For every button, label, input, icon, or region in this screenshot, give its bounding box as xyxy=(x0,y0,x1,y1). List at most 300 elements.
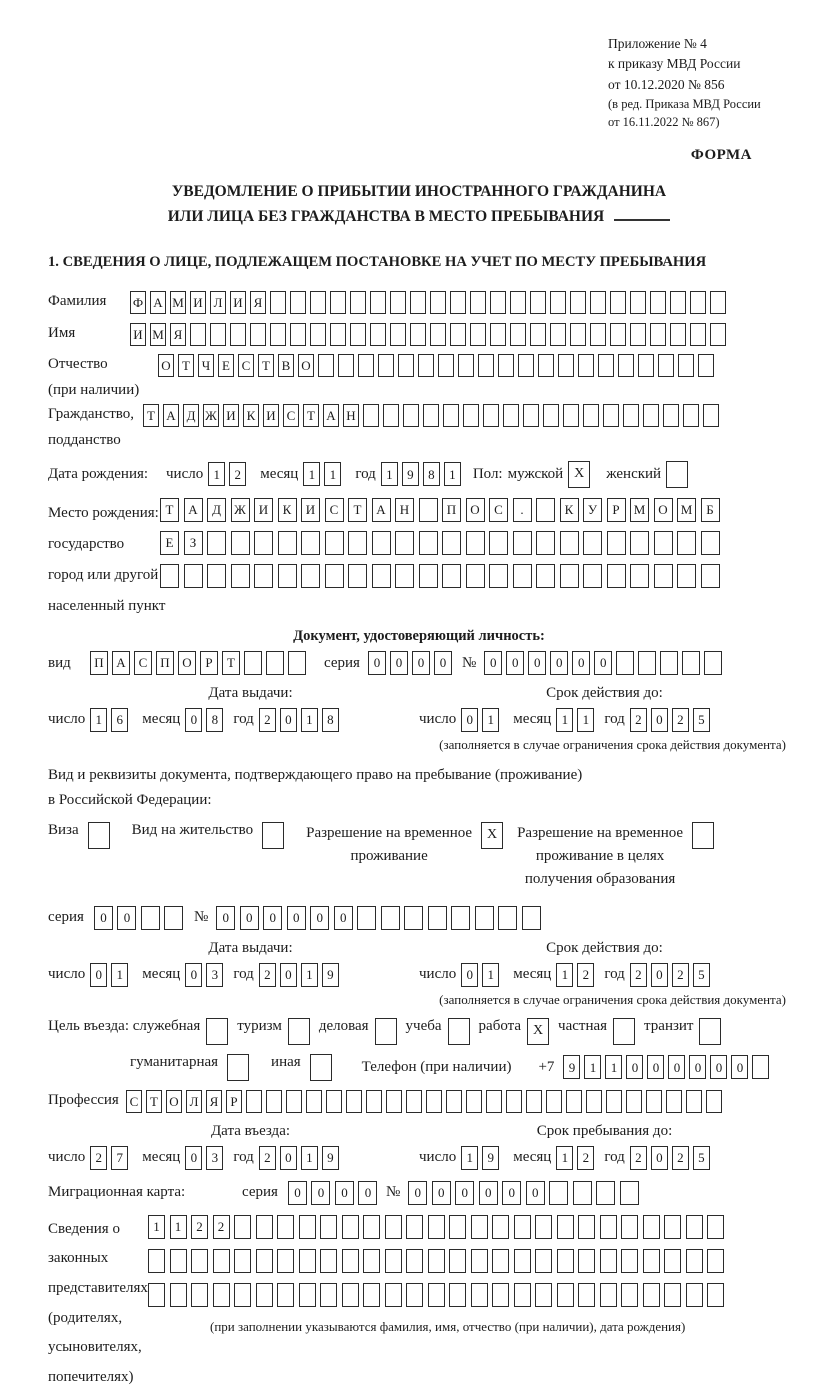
char-cell[interactable] xyxy=(350,291,366,314)
char-cell[interactable]: 2 xyxy=(630,963,647,987)
char-cell[interactable] xyxy=(686,1249,703,1273)
char-cell[interactable] xyxy=(299,1215,316,1239)
char-cell[interactable] xyxy=(363,1283,380,1307)
char-cell[interactable] xyxy=(395,531,414,555)
char-cell[interactable]: 0 xyxy=(572,651,590,675)
char-cell[interactable] xyxy=(557,1283,574,1307)
char-cell[interactable]: 2 xyxy=(191,1215,208,1239)
issue-year-cells[interactable] xyxy=(259,708,343,732)
char-cell[interactable] xyxy=(446,1090,462,1113)
char-cell[interactable] xyxy=(558,354,574,377)
char-cell[interactable] xyxy=(381,906,400,930)
char-cell[interactable] xyxy=(630,531,649,555)
char-cell[interactable]: О xyxy=(158,354,174,377)
char-cell[interactable] xyxy=(325,531,344,555)
char-cell[interactable] xyxy=(383,404,399,427)
char-cell[interactable]: И xyxy=(230,291,246,314)
char-cell[interactable] xyxy=(550,291,566,314)
char-cell[interactable] xyxy=(306,1090,322,1113)
char-cell[interactable] xyxy=(299,1249,316,1273)
char-cell[interactable] xyxy=(607,564,626,588)
char-cell[interactable]: 9 xyxy=(563,1055,580,1079)
char-cell[interactable] xyxy=(514,1249,531,1273)
char-cell[interactable] xyxy=(443,404,459,427)
char-cell[interactable] xyxy=(348,531,367,555)
char-cell[interactable] xyxy=(654,531,673,555)
birth-month-cells[interactable] xyxy=(303,462,345,486)
char-cell[interactable] xyxy=(503,404,519,427)
char-cell[interactable] xyxy=(463,404,479,427)
char-cell[interactable]: Б xyxy=(701,498,720,522)
char-cell[interactable] xyxy=(342,1283,359,1307)
char-cell[interactable] xyxy=(438,354,454,377)
char-cell[interactable]: И xyxy=(190,291,206,314)
char-cell[interactable]: 0 xyxy=(117,906,136,930)
char-cell[interactable]: А xyxy=(372,498,391,522)
char-cell[interactable]: 0 xyxy=(434,651,452,675)
char-cell[interactable] xyxy=(466,564,485,588)
char-cell[interactable] xyxy=(395,564,414,588)
char-cell[interactable] xyxy=(423,404,439,427)
char-cell[interactable] xyxy=(270,291,286,314)
char-cell[interactable] xyxy=(471,1283,488,1307)
char-cell[interactable] xyxy=(664,1283,681,1307)
char-cell[interactable] xyxy=(621,1283,638,1307)
char-cell[interactable]: 1 xyxy=(605,1055,622,1079)
char-cell[interactable] xyxy=(621,1249,638,1273)
char-cell[interactable] xyxy=(535,1283,552,1307)
char-cell[interactable] xyxy=(630,323,646,346)
char-cell[interactable] xyxy=(449,1249,466,1273)
char-cell[interactable] xyxy=(301,531,320,555)
char-cell[interactable]: 0 xyxy=(479,1181,498,1205)
char-cell[interactable]: 1 xyxy=(301,1146,318,1170)
sex-male-checkbox[interactable]: X xyxy=(568,461,590,488)
char-cell[interactable] xyxy=(213,1283,230,1307)
char-cell[interactable] xyxy=(419,531,438,555)
char-cell[interactable]: Ж xyxy=(231,498,250,522)
char-cell[interactable] xyxy=(428,906,447,930)
char-cell[interactable] xyxy=(677,531,696,555)
char-cell[interactable]: Я xyxy=(206,1090,222,1113)
char-cell[interactable] xyxy=(404,906,423,930)
char-cell[interactable] xyxy=(191,1249,208,1273)
birth-place-cells-row3[interactable] xyxy=(160,564,724,588)
char-cell[interactable] xyxy=(638,354,654,377)
char-cell[interactable] xyxy=(489,564,508,588)
temp-residence-checkbox[interactable]: X xyxy=(481,822,503,849)
char-cell[interactable] xyxy=(372,531,391,555)
char-cell[interactable] xyxy=(290,323,306,346)
char-cell[interactable] xyxy=(573,1181,592,1205)
char-cell[interactable] xyxy=(348,564,367,588)
char-cell[interactable] xyxy=(518,354,534,377)
char-cell[interactable] xyxy=(570,323,586,346)
char-cell[interactable] xyxy=(600,1215,617,1239)
char-cell[interactable] xyxy=(704,651,722,675)
char-cell[interactable]: 2 xyxy=(259,1146,276,1170)
char-cell[interactable] xyxy=(230,323,246,346)
char-cell[interactable] xyxy=(326,1090,342,1113)
rvp-series-cells[interactable] xyxy=(94,906,188,930)
char-cell[interactable] xyxy=(372,564,391,588)
char-cell[interactable] xyxy=(330,291,346,314)
char-cell[interactable] xyxy=(650,323,666,346)
char-cell[interactable] xyxy=(338,354,354,377)
char-cell[interactable] xyxy=(370,323,386,346)
char-cell[interactable] xyxy=(606,1090,622,1113)
char-cell[interactable]: О xyxy=(298,354,314,377)
char-cell[interactable]: Н xyxy=(395,498,414,522)
char-cell[interactable] xyxy=(231,564,250,588)
char-cell[interactable] xyxy=(250,323,266,346)
char-cell[interactable] xyxy=(184,564,203,588)
char-cell[interactable] xyxy=(310,291,326,314)
char-cell[interactable] xyxy=(646,1090,662,1113)
char-cell[interactable] xyxy=(191,1283,208,1307)
char-cell[interactable] xyxy=(358,354,374,377)
char-cell[interactable]: 9 xyxy=(482,1146,499,1170)
char-cell[interactable] xyxy=(586,1090,602,1113)
char-cell[interactable]: 2 xyxy=(672,963,689,987)
stay-day-cells[interactable] xyxy=(461,1146,503,1170)
char-cell[interactable] xyxy=(522,906,541,930)
rvp-issue-day-cells[interactable] xyxy=(90,963,132,987)
char-cell[interactable]: Д xyxy=(183,404,199,427)
char-cell[interactable] xyxy=(370,291,386,314)
char-cell[interactable] xyxy=(600,1283,617,1307)
char-cell[interactable] xyxy=(299,1283,316,1307)
char-cell[interactable] xyxy=(682,651,700,675)
char-cell[interactable]: 0 xyxy=(368,651,386,675)
char-cell[interactable]: 1 xyxy=(482,963,499,987)
char-cell[interactable]: 7 xyxy=(111,1146,128,1170)
char-cell[interactable] xyxy=(578,1283,595,1307)
title-blank-line[interactable] xyxy=(614,219,670,221)
char-cell[interactable] xyxy=(683,404,699,427)
char-cell[interactable] xyxy=(449,1215,466,1239)
char-cell[interactable] xyxy=(663,404,679,427)
char-cell[interactable] xyxy=(701,531,720,555)
char-cell[interactable] xyxy=(277,1249,294,1273)
char-cell[interactable]: И xyxy=(254,498,273,522)
char-cell[interactable] xyxy=(466,1090,482,1113)
char-cell[interactable] xyxy=(363,404,379,427)
char-cell[interactable]: 2 xyxy=(259,708,276,732)
valid-month-cells[interactable] xyxy=(556,708,598,732)
char-cell[interactable]: Ф xyxy=(130,291,146,314)
char-cell[interactable] xyxy=(506,1090,522,1113)
char-cell[interactable] xyxy=(301,564,320,588)
char-cell[interactable]: 0 xyxy=(216,906,235,930)
char-cell[interactable]: 1 xyxy=(461,1146,478,1170)
char-cell[interactable]: 0 xyxy=(689,1055,706,1079)
stay-month-cells[interactable] xyxy=(556,1146,598,1170)
char-cell[interactable]: Р xyxy=(200,651,218,675)
char-cell[interactable]: Д xyxy=(207,498,226,522)
char-cell[interactable]: С xyxy=(238,354,254,377)
char-cell[interactable] xyxy=(583,404,599,427)
char-cell[interactable] xyxy=(690,323,706,346)
char-cell[interactable]: 1 xyxy=(556,1146,573,1170)
char-cell[interactable] xyxy=(752,1055,769,1079)
char-cell[interactable] xyxy=(583,531,602,555)
char-cell[interactable] xyxy=(160,564,179,588)
char-cell[interactable]: . xyxy=(513,498,532,522)
char-cell[interactable] xyxy=(449,1283,466,1307)
transit-checkbox[interactable] xyxy=(699,1018,721,1045)
char-cell[interactable] xyxy=(630,291,646,314)
char-cell[interactable] xyxy=(530,291,546,314)
char-cell[interactable] xyxy=(256,1249,273,1273)
char-cell[interactable]: П xyxy=(156,651,174,675)
char-cell[interactable]: К xyxy=(278,498,297,522)
char-cell[interactable] xyxy=(630,564,649,588)
char-cell[interactable] xyxy=(686,1090,702,1113)
rvp-number-cells[interactable] xyxy=(216,906,545,930)
char-cell[interactable] xyxy=(510,291,526,314)
char-cell[interactable]: 8 xyxy=(322,708,339,732)
char-cell[interactable]: 2 xyxy=(229,462,246,486)
char-cell[interactable] xyxy=(643,1283,660,1307)
tourism-checkbox[interactable] xyxy=(288,1018,310,1045)
char-cell[interactable] xyxy=(141,906,160,930)
char-cell[interactable]: 9 xyxy=(322,963,339,987)
char-cell[interactable]: А xyxy=(150,291,166,314)
char-cell[interactable]: А xyxy=(323,404,339,427)
visa-checkbox[interactable] xyxy=(88,822,110,849)
char-cell[interactable] xyxy=(543,404,559,427)
char-cell[interactable] xyxy=(536,498,555,522)
char-cell[interactable] xyxy=(492,1215,509,1239)
entry-year-cells[interactable] xyxy=(259,1146,343,1170)
profession-cells[interactable] xyxy=(126,1090,726,1113)
char-cell[interactable] xyxy=(390,323,406,346)
char-cell[interactable] xyxy=(578,1249,595,1273)
char-cell[interactable]: 0 xyxy=(240,906,259,930)
char-cell[interactable] xyxy=(707,1215,724,1239)
char-cell[interactable] xyxy=(320,1283,337,1307)
char-cell[interactable] xyxy=(596,1181,615,1205)
char-cell[interactable]: М xyxy=(150,323,166,346)
char-cell[interactable] xyxy=(578,354,594,377)
char-cell[interactable]: 0 xyxy=(731,1055,748,1079)
char-cell[interactable]: 0 xyxy=(506,651,524,675)
char-cell[interactable] xyxy=(610,323,626,346)
char-cell[interactable] xyxy=(620,1181,639,1205)
char-cell[interactable]: З xyxy=(184,531,203,555)
char-cell[interactable] xyxy=(623,404,639,427)
char-cell[interactable] xyxy=(451,906,470,930)
char-cell[interactable]: С xyxy=(134,651,152,675)
birth-place-cells-row1[interactable] xyxy=(160,498,724,522)
char-cell[interactable] xyxy=(698,354,714,377)
char-cell[interactable]: 6 xyxy=(111,708,128,732)
char-cell[interactable]: Р xyxy=(607,498,626,522)
char-cell[interactable]: 0 xyxy=(263,906,282,930)
char-cell[interactable]: 1 xyxy=(148,1215,165,1239)
char-cell[interactable]: 0 xyxy=(484,651,502,675)
char-cell[interactable] xyxy=(406,1249,423,1273)
char-cell[interactable]: Р xyxy=(226,1090,242,1113)
char-cell[interactable] xyxy=(318,354,334,377)
char-cell[interactable]: 2 xyxy=(90,1146,107,1170)
char-cell[interactable]: Л xyxy=(186,1090,202,1113)
stay-year-cells[interactable] xyxy=(630,1146,714,1170)
char-cell[interactable] xyxy=(664,1215,681,1239)
char-cell[interactable] xyxy=(535,1249,552,1273)
char-cell[interactable]: 0 xyxy=(502,1181,521,1205)
char-cell[interactable]: 5 xyxy=(693,1146,710,1170)
char-cell[interactable]: С xyxy=(283,404,299,427)
char-cell[interactable] xyxy=(234,1215,251,1239)
char-cell[interactable]: Н xyxy=(343,404,359,427)
char-cell[interactable] xyxy=(710,291,726,314)
char-cell[interactable] xyxy=(357,906,376,930)
char-cell[interactable]: О xyxy=(654,498,673,522)
char-cell[interactable] xyxy=(442,564,461,588)
birth-place-cells-row2[interactable] xyxy=(160,531,724,555)
temp-residence-edu-checkbox[interactable] xyxy=(692,822,714,849)
char-cell[interactable] xyxy=(536,564,555,588)
char-cell[interactable]: 1 xyxy=(301,708,318,732)
char-cell[interactable] xyxy=(478,354,494,377)
char-cell[interactable] xyxy=(246,1090,262,1113)
char-cell[interactable] xyxy=(278,564,297,588)
char-cell[interactable]: 0 xyxy=(280,1146,297,1170)
char-cell[interactable] xyxy=(378,354,394,377)
char-cell[interactable] xyxy=(664,1249,681,1273)
char-cell[interactable] xyxy=(244,651,262,675)
char-cell[interactable]: 2 xyxy=(672,708,689,732)
char-cell[interactable]: В xyxy=(278,354,294,377)
char-cell[interactable]: 5 xyxy=(693,963,710,987)
char-cell[interactable] xyxy=(390,291,406,314)
citizenship-cells[interactable] xyxy=(143,404,723,427)
char-cell[interactable] xyxy=(514,1283,531,1307)
char-cell[interactable] xyxy=(430,291,446,314)
char-cell[interactable] xyxy=(256,1215,273,1239)
char-cell[interactable] xyxy=(498,906,517,930)
char-cell[interactable] xyxy=(418,354,434,377)
char-cell[interactable] xyxy=(385,1283,402,1307)
char-cell[interactable]: 0 xyxy=(408,1181,427,1205)
char-cell[interactable]: К xyxy=(243,404,259,427)
char-cell[interactable] xyxy=(566,1090,582,1113)
char-cell[interactable] xyxy=(458,354,474,377)
char-cell[interactable]: 1 xyxy=(556,963,573,987)
char-cell[interactable] xyxy=(210,323,226,346)
char-cell[interactable] xyxy=(514,1215,531,1239)
char-cell[interactable]: 9 xyxy=(322,1146,339,1170)
char-cell[interactable] xyxy=(207,564,226,588)
char-cell[interactable]: 0 xyxy=(461,963,478,987)
char-cell[interactable] xyxy=(513,564,532,588)
business-checkbox[interactable] xyxy=(375,1018,397,1045)
char-cell[interactable]: 0 xyxy=(710,1055,727,1079)
char-cell[interactable] xyxy=(677,564,696,588)
char-cell[interactable] xyxy=(470,291,486,314)
char-cell[interactable] xyxy=(498,354,514,377)
char-cell[interactable]: 0 xyxy=(311,1181,330,1205)
char-cell[interactable]: 0 xyxy=(334,906,353,930)
entry-month-cells[interactable] xyxy=(185,1146,227,1170)
char-cell[interactable]: Т xyxy=(146,1090,162,1113)
char-cell[interactable] xyxy=(603,404,619,427)
char-cell[interactable] xyxy=(410,291,426,314)
char-cell[interactable]: Е xyxy=(218,354,234,377)
char-cell[interactable] xyxy=(492,1249,509,1273)
char-cell[interactable] xyxy=(530,323,546,346)
char-cell[interactable]: 9 xyxy=(402,462,419,486)
char-cell[interactable] xyxy=(536,531,555,555)
char-cell[interactable]: 1 xyxy=(444,462,461,486)
other-purpose-checkbox[interactable] xyxy=(310,1054,332,1081)
char-cell[interactable] xyxy=(386,1090,402,1113)
char-cell[interactable]: 2 xyxy=(672,1146,689,1170)
char-cell[interactable]: 2 xyxy=(213,1215,230,1239)
char-cell[interactable] xyxy=(621,1215,638,1239)
rvp-issue-month-cells[interactable] xyxy=(185,963,227,987)
char-cell[interactable] xyxy=(256,1283,273,1307)
char-cell[interactable] xyxy=(254,531,273,555)
representatives-cells-row2[interactable] xyxy=(148,1249,729,1273)
char-cell[interactable] xyxy=(277,1283,294,1307)
char-cell[interactable]: 2 xyxy=(630,708,647,732)
char-cell[interactable] xyxy=(286,1090,302,1113)
char-cell[interactable] xyxy=(523,404,539,427)
char-cell[interactable] xyxy=(546,1090,562,1113)
char-cell[interactable] xyxy=(442,531,461,555)
name-cells[interactable] xyxy=(130,323,730,346)
char-cell[interactable] xyxy=(616,651,634,675)
mc-series-cells[interactable] xyxy=(288,1181,382,1205)
char-cell[interactable] xyxy=(660,651,678,675)
char-cell[interactable] xyxy=(706,1090,722,1113)
char-cell[interactable]: 0 xyxy=(461,708,478,732)
char-cell[interactable] xyxy=(670,323,686,346)
char-cell[interactable] xyxy=(234,1249,251,1273)
char-cell[interactable] xyxy=(410,323,426,346)
char-cell[interactable]: М xyxy=(677,498,696,522)
char-cell[interactable] xyxy=(148,1283,165,1307)
representatives-cells-row1[interactable] xyxy=(148,1215,729,1239)
char-cell[interactable] xyxy=(654,564,673,588)
mc-number-cells[interactable] xyxy=(408,1181,643,1205)
char-cell[interactable] xyxy=(406,1215,423,1239)
char-cell[interactable] xyxy=(170,1249,187,1273)
char-cell[interactable] xyxy=(626,1090,642,1113)
private-checkbox[interactable] xyxy=(613,1018,635,1045)
char-cell[interactable]: А xyxy=(184,498,203,522)
char-cell[interactable] xyxy=(643,404,659,427)
char-cell[interactable]: 1 xyxy=(303,462,320,486)
char-cell[interactable] xyxy=(470,323,486,346)
char-cell[interactable] xyxy=(686,1215,703,1239)
char-cell[interactable]: Т xyxy=(178,354,194,377)
char-cell[interactable] xyxy=(428,1283,445,1307)
char-cell[interactable] xyxy=(535,1215,552,1239)
char-cell[interactable] xyxy=(471,1215,488,1239)
char-cell[interactable] xyxy=(538,354,554,377)
char-cell[interactable]: 0 xyxy=(358,1181,377,1205)
char-cell[interactable] xyxy=(426,1090,442,1113)
char-cell[interactable] xyxy=(583,564,602,588)
char-cell[interactable]: 1 xyxy=(170,1215,187,1239)
char-cell[interactable]: Т xyxy=(303,404,319,427)
char-cell[interactable] xyxy=(450,323,466,346)
char-cell[interactable] xyxy=(643,1215,660,1239)
